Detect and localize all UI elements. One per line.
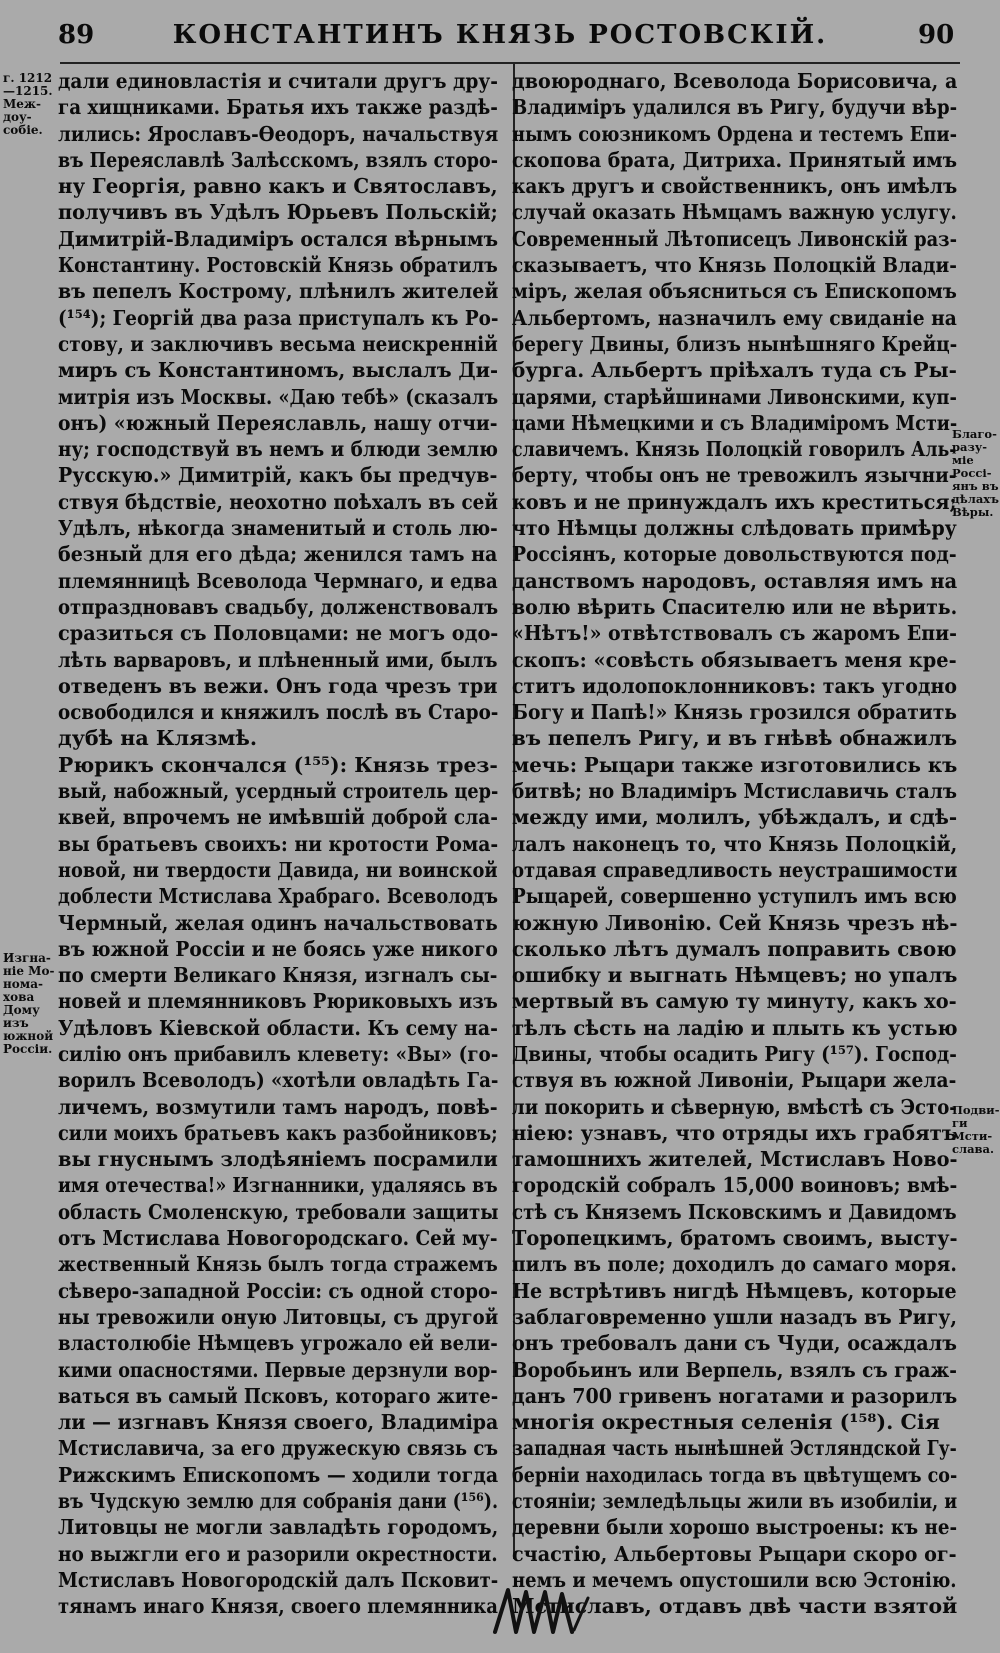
text-line: Рижскимъ Епископомъ — ходили тогда: [58, 1462, 499, 1487]
text-line: га хищниками. Братья ихъ также раздѣ-: [58, 95, 498, 120]
text-line: данствомъ народовъ, оставляя имъ на: [512, 568, 958, 593]
text-line: отъ Мстислава Новогородскаго. Сей му-: [58, 1226, 498, 1251]
text-line: митрія изъ Москвы. «Даю тебѣ» (сказалъ: [58, 384, 499, 409]
text-line: немъ и мечемъ опустошили всю Эстонію.: [512, 1567, 957, 1592]
text-line: (¹⁵⁴); Георгій два раза приступалъ къ Ро-: [58, 305, 499, 330]
text-line: лалъ наконецъ то, что Князь Полоцкій,: [512, 831, 958, 856]
text-line: новой, ни твердости Давида, ни воинской: [58, 857, 498, 882]
text-line: доблести Мстислава Храбраго. Всеволодъ: [58, 884, 499, 909]
text-line: сразиться съ Половцами: не могъ одо-: [58, 621, 499, 646]
text-line: Удѣлъ, нѣкогда знаменитый и столь лю-: [58, 516, 498, 541]
margin-note-line: доу-: [3, 110, 32, 124]
text-line: область Смоленскую, требовали защиты: [58, 1199, 499, 1224]
margin-note-line: Меж-: [3, 97, 42, 111]
text-line: вы братьевъ своихъ: ни кротости Рома-: [58, 831, 499, 856]
text-line: случай оказать Нѣмцамъ важную услугу.: [512, 200, 957, 225]
text-line: отпраздновавъ свадьбу, долженствовалъ: [58, 594, 499, 619]
text-line: ковъ и не принуждалъ ихъ креститься;: [512, 489, 957, 514]
text-line: ли покорить и сѣверную, вмѣстѣ съ Эсто-: [512, 1094, 957, 1119]
text-line: въ Чудскую землю для собранія дани (¹⁵⁶).: [58, 1489, 499, 1514]
text-line: Рюрикъ скончался (¹⁵⁵): Князь трез-: [58, 752, 498, 777]
text-line: лѣть варваровъ, и плѣненный ими, былъ: [58, 647, 498, 672]
text-line: южную Ливонію. Сей Князь чрезъ нѣ-: [512, 910, 958, 935]
text-line: Чермный, желая одинъ начальствовать: [58, 910, 498, 935]
text-line: вый, набожный, усердный строитель цер-: [58, 779, 499, 804]
text-line: ніею: узнавъ, что отряды ихъ грабятъ: [512, 1120, 957, 1145]
margin-note-line: Подви-: [952, 1103, 1000, 1117]
text-line: Современный Лѣтописецъ Ливонскій раз-: [512, 226, 957, 251]
text-line: мертвый въ самую ту минуту, какъ хо-: [512, 989, 957, 1014]
text-line: дали единовластія и считали другъ дру-: [58, 69, 498, 93]
text-line: стову, и заключивъ весьма неискренній: [58, 331, 498, 356]
text-line: царями, старѣйшинами Ливонскими, куп-: [512, 384, 957, 409]
text-line: миръ съ Константиномъ, выслалъ Ди-: [58, 358, 499, 383]
text-line: кими опасностями. Первые дерзнули вор-: [58, 1357, 498, 1382]
margin-note-line: Россіи.: [3, 1042, 53, 1056]
text-line: по смерти Великаго Князя, изгналъ сы-: [58, 963, 498, 988]
right-text-column: [512, 68, 957, 1620]
text-line: Мстиславича, за его дружескую связь съ: [58, 1436, 499, 1461]
text-line: скопова брата, Дитриха. Принятый имъ: [512, 147, 958, 172]
text-line: Богу и Папѣ!» Князь грозился обратить: [512, 700, 958, 725]
text-line: Россіянъ, которые довольствуются под-: [512, 542, 957, 567]
text-line: двоюроднаго, Всеволода Борисовича, а: [512, 69, 958, 93]
margin-note-line: міе: [952, 453, 974, 467]
margin-note-line: —1215.: [3, 84, 53, 98]
text-line: имя отечества!» Изгнанники, удаляясь въ: [58, 1173, 498, 1198]
margin-note-line: разу-: [952, 440, 987, 454]
page-header: [0, 14, 1000, 54]
text-line: счастію, Альбертовы Рыцари скоро ог-: [512, 1541, 957, 1566]
margin-note-deeds: [952, 1104, 998, 1156]
text-line: въ пепелъ Ригу, и въ гнѣвѣ обнажилъ: [512, 726, 958, 751]
text-line: квей, впрочемъ не имѣвшій доброй сла-: [58, 805, 498, 830]
header-rule: [60, 62, 960, 64]
text-line: тянамъ инаго Князя, своего племянника: [58, 1594, 498, 1619]
text-line: ваться въ самый Псковъ, котораго жите-: [58, 1383, 499, 1408]
text-line: Русскую.» Димитрій, какъ бы предчув-: [58, 463, 498, 488]
text-line: сказываетъ, что Князь Полоцкій Влади-: [512, 253, 957, 278]
text-line: славичемъ. Князь Полоцкій говорилъ Аль-: [512, 437, 957, 462]
text-line: племянницѣ Всеволода Чермнаго, и едва: [58, 568, 498, 593]
text-line: многія окрестныя селенія (¹⁵⁸). Сія: [512, 1410, 940, 1435]
text-line: Мстиславъ, отдавъ двѣ части взятой: [512, 1594, 958, 1619]
text-line: властолюбіе Нѣмцевъ угрожало ей вели-: [58, 1331, 498, 1356]
text-line: но выжгли его и разорили окрестности.: [58, 1541, 498, 1566]
text-line: силію онъ прибавилъ клевету: «Вы» (го-: [58, 1041, 499, 1066]
text-line: какъ другъ и свойственникъ, онъ имѣлъ: [512, 174, 958, 199]
margin-note-line: дѣлахъ: [952, 492, 999, 506]
margin-note-line: ніе Мо-: [3, 964, 55, 978]
text-line: берту, чтобы онъ не тревожилъ язычни-: [512, 463, 957, 488]
margin-note-line: слава.: [952, 1142, 995, 1156]
margin-note-line: южной: [3, 1029, 54, 1043]
text-line: вы гнуснымъ злодѣяніемъ посрамили: [58, 1147, 498, 1172]
text-line: пилъ въ поле; доходилъ до самаго моря.: [512, 1252, 957, 1277]
text-line: бурга. Альбертъ пріѣхалъ туда съ Ры-: [512, 358, 957, 383]
text-line: битвѣ; но Владиміръ Мстиславичь сталъ: [512, 779, 957, 804]
text-line: жественный Князь былъ тогда стражемъ: [58, 1252, 498, 1277]
margin-note-line: Россі-: [952, 466, 992, 480]
margin-note-line: нома-: [3, 977, 43, 991]
text-line: отведенъ въ вежи. Онъ года чрезъ три: [58, 673, 498, 698]
margin-note-exile: [3, 952, 57, 1056]
text-line: онъ) «южный Переяславль, нашу отчи-: [58, 410, 498, 435]
text-line: ну Георгія, равно какъ и Святославъ,: [58, 174, 498, 199]
text-line: получивъ въ Удѣлъ Юрьевъ Польскій;: [58, 200, 498, 225]
text-line: между ими, молилъ, убѣждалъ, и сдѣ-: [512, 805, 958, 830]
text-line: ствуя въ южной Ливоніи, Рыцари жела-: [512, 1068, 957, 1093]
text-line: Воробьинъ или Верпель, взялъ съ граж-: [512, 1357, 957, 1382]
left-page-number: 89: [58, 20, 95, 50]
margin-note-date: [3, 72, 57, 137]
margin-note-line: Благо-: [952, 427, 997, 441]
text-line: дубѣ на Клязмѣ.: [58, 726, 258, 751]
text-line: сколько лѣтъ думалъ поправить свою: [512, 936, 957, 961]
text-line: ли — изгнавъ Князя своего, Владиміра: [58, 1410, 499, 1435]
text-line: Двины, чтобы осадить Ригу (¹⁵⁷). Господ-: [512, 1041, 957, 1066]
margin-note-line: Мсти-: [952, 1129, 993, 1143]
text-line: въ южной Россіи и не боясь уже никого: [58, 936, 498, 961]
text-line: сили моихъ братьевъ какъ разбойниковъ;: [58, 1120, 498, 1145]
text-line: ститъ идолопоклонниковъ: такъ угодно: [512, 673, 957, 698]
margin-note-line: изъ: [3, 1016, 29, 1030]
text-line: берегу Двины, близъ нынѣшняго Крейц-: [512, 331, 958, 356]
text-line: стѣ съ Княземъ Псковскимъ и Давидомъ: [512, 1199, 957, 1224]
text-line: въ Переяславлѣ Залѣсскомъ, взялъ сторо-: [58, 147, 498, 172]
text-line: нымъ союзникомъ Ордена и тестемъ Епи-: [512, 121, 957, 146]
margin-note-line: Дому: [3, 1003, 40, 1017]
text-line: волю вѣрить Спасителю или не вѣрить.: [512, 594, 958, 619]
text-line: цами Нѣмецкими и съ Владиміромъ Мсти-: [512, 410, 958, 435]
margin-note-line: собіе.: [3, 123, 43, 137]
text-line: Димитрій-Владиміръ остался вѣрнымъ: [58, 226, 499, 251]
running-title: КОНСТАНТИНЪ КНЯЗЬ РОСТОВСКІЙ.: [172, 20, 828, 50]
margin-note-line: хова: [3, 990, 35, 1004]
text-line: лились: Ярославъ-Ѳеодоръ, начальствуя: [58, 121, 499, 146]
text-line: Не встрѣтивъ нигдѣ Нѣмцевъ, которые: [512, 1278, 957, 1303]
text-line: міръ, желая объясниться съ Епископомъ: [512, 279, 957, 304]
left-text-column: [58, 68, 498, 1620]
right-page-number: 90: [918, 20, 955, 50]
text-line: «Нѣтъ!» отвѣтствовалъ съ жаромъ Епи-: [512, 621, 957, 646]
text-line: заблаговременно ушли назадъ въ Ригу,: [512, 1304, 958, 1329]
handwritten-mark-signature: [490, 1580, 630, 1640]
text-line: ворилъ Всеволодъ) «хотѣли овладѣть Га-: [58, 1068, 499, 1093]
margin-note-line: ги: [952, 1116, 968, 1130]
text-line: мечь: Рыцари также изготовились къ: [512, 752, 958, 777]
text-line: онъ требовалъ дани съ Чуди, осаждалъ: [512, 1331, 957, 1356]
text-line: безный для его дѣда; женился тамъ на: [58, 542, 498, 567]
text-line: Константину. Ростовскій Князь обратилъ: [58, 253, 498, 278]
text-line: сѣверо-западной Россіи: съ одной сторо-: [58, 1278, 498, 1303]
text-line: въ пепелъ Кострому, плѣнилъ жителей: [58, 279, 499, 304]
text-line: тамошнихъ жителей, Мстиславъ Ново-: [512, 1147, 958, 1172]
text-line: Альбертомъ, назначилъ ему свиданіе на: [512, 305, 957, 330]
text-line: стояніи; земледѣльцы жили въ изобиліи, и: [512, 1489, 958, 1514]
text-line: ну; господствуй въ немъ и блюди землю: [58, 437, 498, 462]
margin-note-line: янъ въ: [952, 479, 999, 493]
text-line: западная часть нынѣшней Эстляндской Гу-: [512, 1436, 957, 1461]
text-line: Владиміръ удалился въ Ригу, будучи вѣр-: [512, 95, 958, 120]
text-line: ствуя бѣдствіе, неохотно поѣхалъ въ сей: [58, 489, 498, 514]
text-line: ошибку и выгнать Нѣмцевъ; но упалъ: [512, 963, 958, 988]
text-line: Удѣловъ Кіевской области. Къ сему на-: [58, 1015, 498, 1040]
text-line: городскій собралъ 15,000 воиновъ; вмѣ-: [512, 1173, 958, 1198]
margin-note-line: г. 1212: [3, 71, 53, 85]
text-line: Мстиславъ Новогородскій далъ Псковит-: [58, 1567, 499, 1592]
margin-note-line: Вѣры.: [952, 505, 994, 519]
margin-note-faith: [952, 428, 998, 519]
text-line: Торопецкимъ, братомъ своимъ, высту-: [512, 1226, 958, 1251]
text-line: освободился и княжилъ послѣ въ Старо-: [58, 700, 499, 725]
text-line: Литовцы не могли завладѣть городомъ,: [58, 1515, 499, 1540]
text-line: данъ 700 гривенъ ногатами и разорилъ: [512, 1383, 958, 1408]
text-line: Рыцарей, совершенно уступилъ имъ всю: [512, 884, 957, 909]
text-line: деревни были хорошо выстроены: къ не-: [512, 1515, 958, 1540]
text-line: тѣлъ сѣсть на ладію и плыть къ устью: [512, 1015, 958, 1040]
text-line: скопъ: «совѣсть обязываетъ меня кре-: [512, 647, 957, 672]
margin-note-line: Изгна-: [3, 951, 51, 965]
text-line: отдавая справедливость неустрашимости: [512, 857, 958, 882]
text-line: что Нѣмцы должны слѣдовать примѣру: [512, 516, 957, 541]
text-line: новей и племянниковъ Рюриковыхъ изъ: [58, 989, 498, 1014]
text-line: ны тревожили оную Литовцы, съ другой: [58, 1304, 499, 1329]
text-line: берніи находилась тогда въ цвѣтущемъ со-: [512, 1462, 958, 1487]
text-line: личемъ, возмутили тамъ народъ, повѣ-: [58, 1094, 498, 1119]
